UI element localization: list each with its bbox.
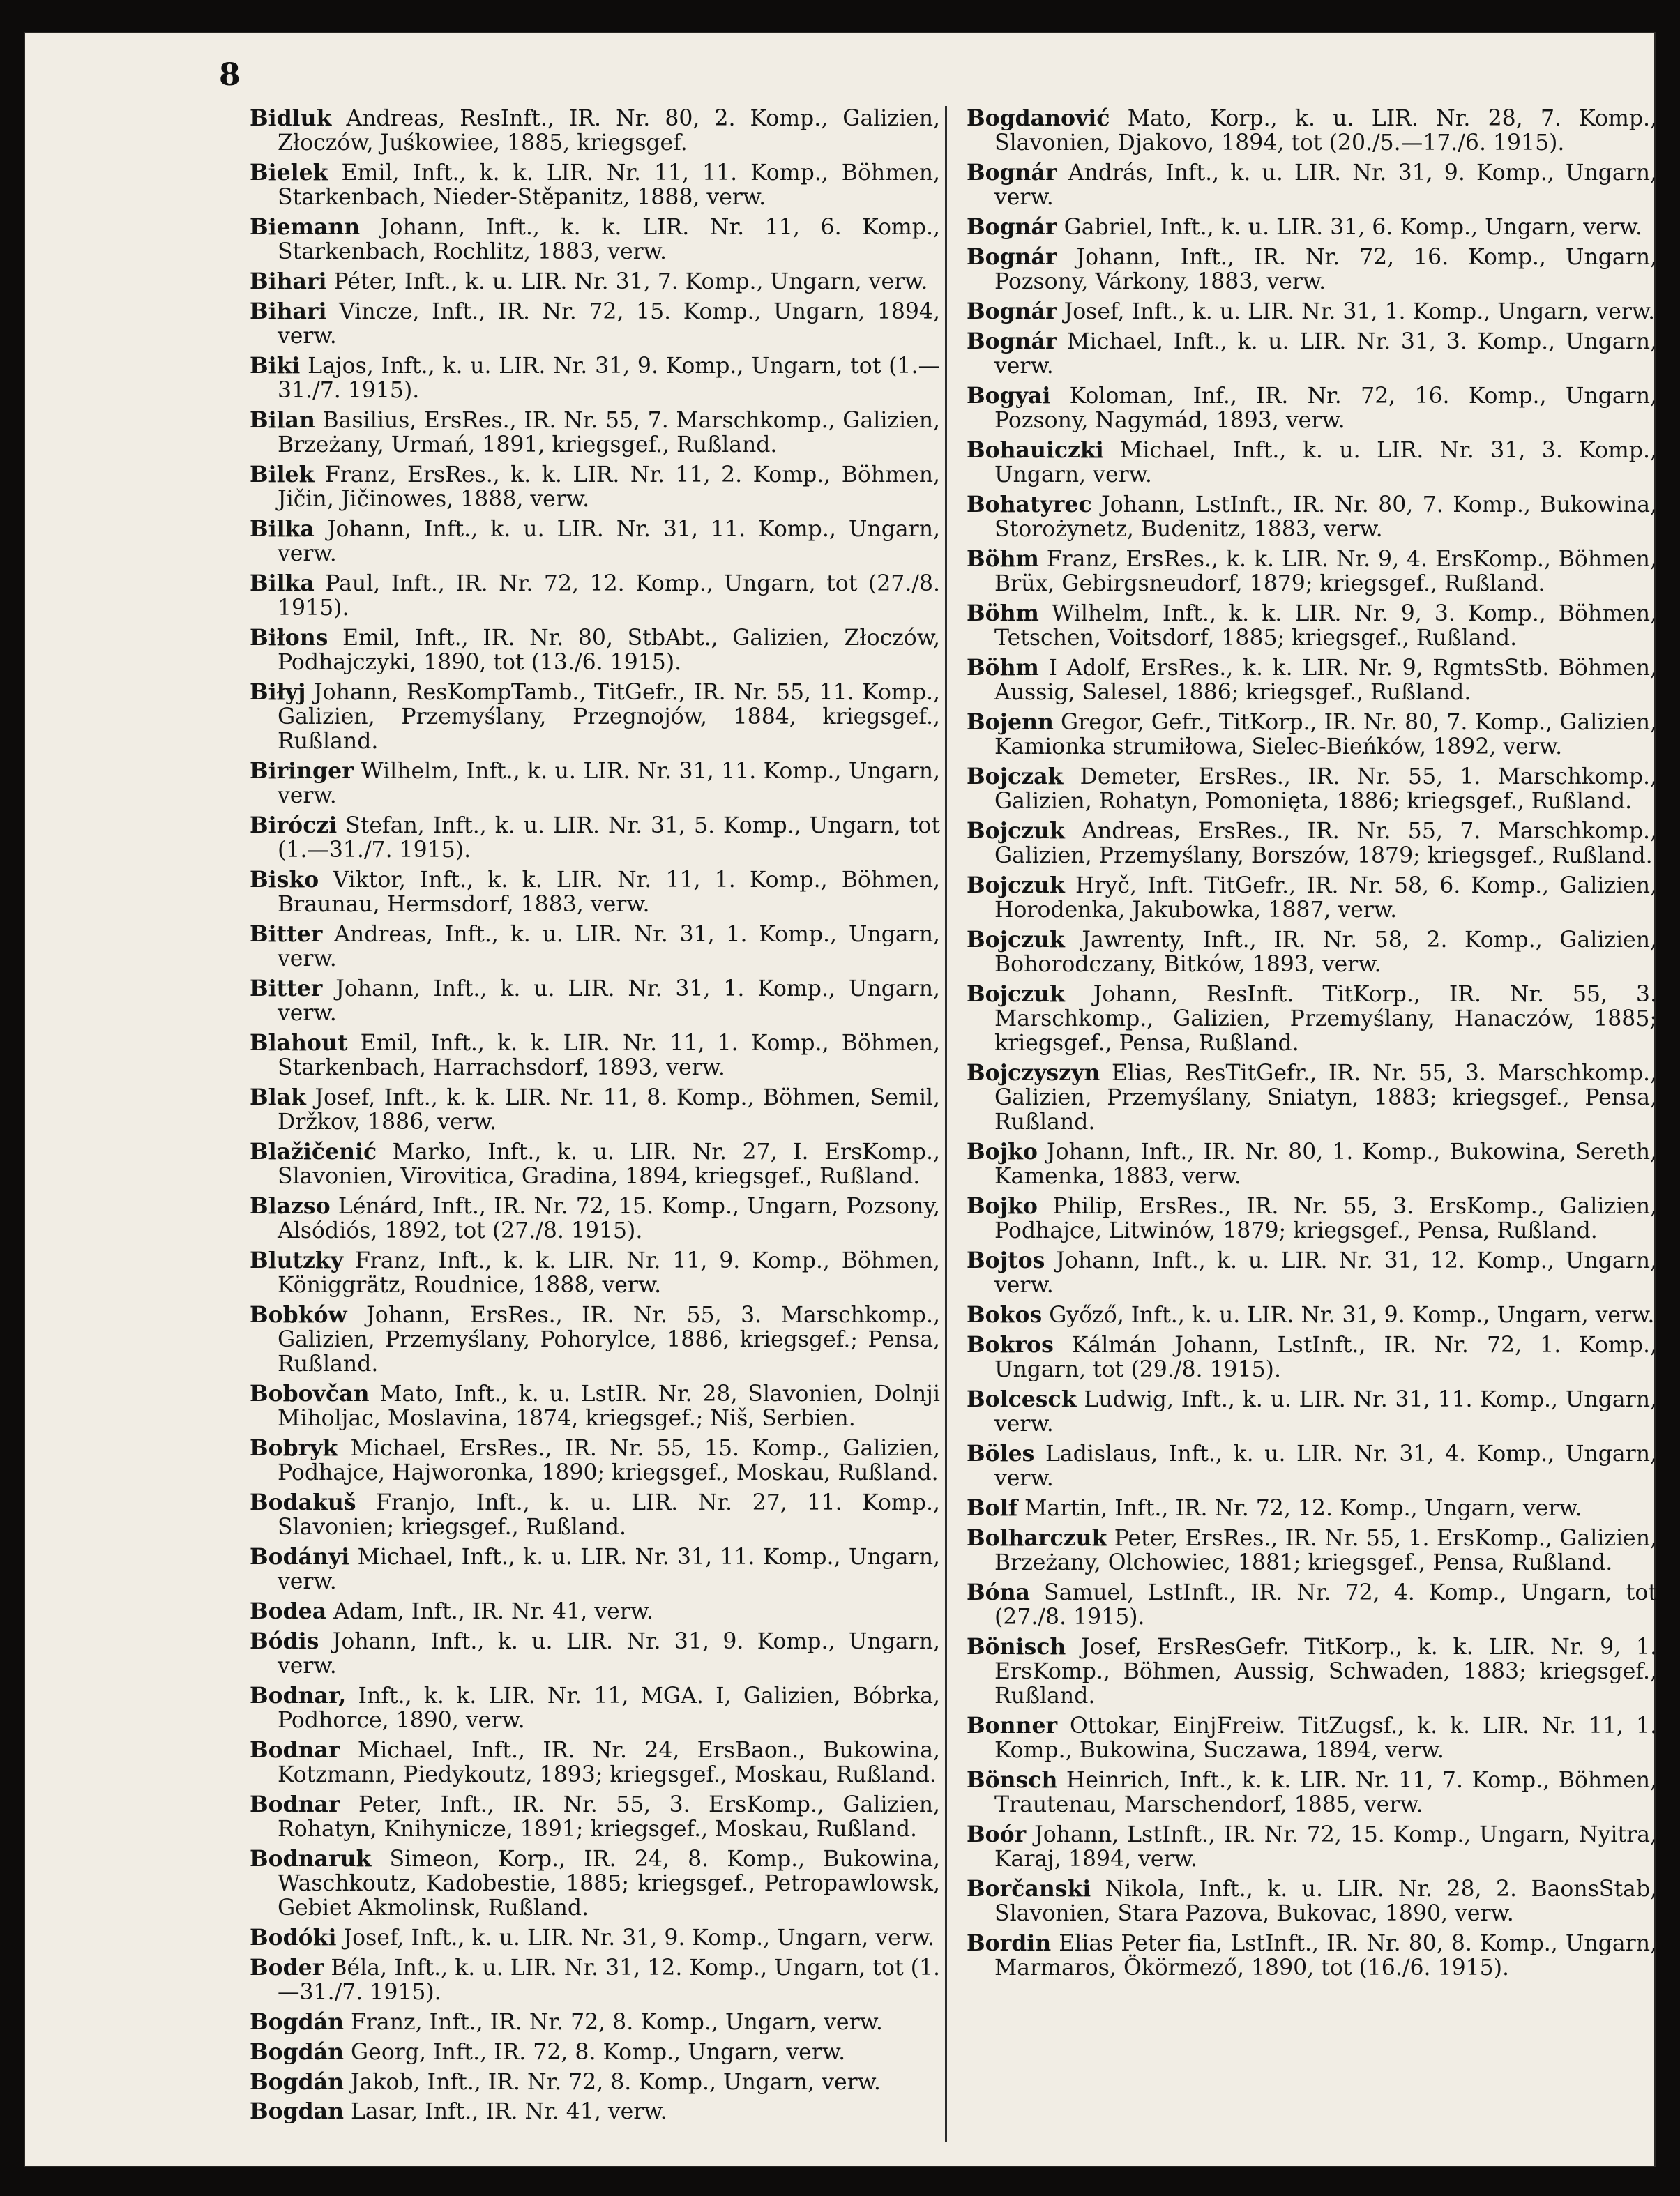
entry-details: Ladislaus, Inft., k. u. LIR. Nr. 31, 4. Komp., Ungarn, verw. xyxy=(994,1441,1657,1491)
left-column xyxy=(250,106,940,2129)
register-entry xyxy=(250,1381,940,1431)
entry-surname: Bogdán xyxy=(250,2009,344,2035)
entry-surname: Bogdanović xyxy=(967,105,1110,131)
entry-details: Emil, Inft., k. k. LIR. Nr. 11, 11. Komp., Böhmen, Starkenbach, Nieder-Stěpanitz, 1888, verw. xyxy=(278,160,941,211)
register-entry xyxy=(250,1925,940,1951)
entry-details: Gregor, Gefr., TitKorp., IR. Nr. 80, 7. Komp., Galizien, Kamionka strumiłowa, Sielec-Bieńków, 1892, verw. xyxy=(994,709,1657,759)
entry-surname: Bönisch xyxy=(967,1633,1066,1660)
register-entry xyxy=(250,299,940,349)
entry-surname: Bihari xyxy=(250,268,327,294)
register-entry xyxy=(250,1738,940,1787)
register-entry xyxy=(250,1303,940,1377)
entry-details: Emil, Inft., k. k. LIR. Nr. 11, 1. Komp., Böhmen, Starkenbach, Harrachsdorf, 1893, verw. xyxy=(278,1031,940,1081)
register-entry xyxy=(967,1061,1657,1135)
register-entry xyxy=(250,922,940,971)
register-entry xyxy=(967,299,1657,324)
entry-surname: Boder xyxy=(250,1955,324,1981)
entry-surname: Bodóki xyxy=(250,1925,337,1951)
entry-surname: Bodányi xyxy=(250,1544,350,1570)
entry-surname: Bóna xyxy=(967,1579,1030,1605)
register-entry xyxy=(250,1683,940,1733)
entry-details: Demeter, ErsRes., IR. Nr. 55, 1. Marschkomp., Galizien, Rohatyn, Pomonięta, 1886; kriegsgef., Rußland. xyxy=(994,764,1657,814)
register-entry xyxy=(250,1490,940,1540)
entry-surname: Bodakuš xyxy=(250,1490,356,1516)
entry-details: Adam, Inft., IR. Nr. 41, verw. xyxy=(333,1599,654,1625)
entry-details: Johann, Inft., IR. Nr. 80, 1. Komp., Bukowina, Sereth, Kamenka, 1883, verw. xyxy=(994,1139,1657,1190)
entry-surname: Bobryk xyxy=(250,1435,338,1462)
register-entry xyxy=(250,160,940,210)
register-entry xyxy=(250,269,940,294)
entry-surname: Bobków xyxy=(250,1302,347,1328)
register-entry xyxy=(967,1441,1657,1491)
entry-details: Michael, Inft., k. u. LIR. Nr. 31, 11. Komp., Ungarn, verw. xyxy=(278,1545,940,1595)
register-entry xyxy=(250,1847,940,1921)
entry-surname: Bisko xyxy=(250,867,319,893)
entry-details: I Adolf, ErsRes., k. k. LIR. Nr. 9, RgmtsStb. Böhmen, Aussig, Salesel, 1886; kriegsgef., Rußland. xyxy=(994,655,1657,705)
entry-surname: Bobovčan xyxy=(250,1381,370,1407)
entry-details: Johann, LstInft., IR. Nr. 72, 15. Komp., Ungarn, Nyitra, Karaj, 1894, verw. xyxy=(994,1822,1658,1872)
entry-surname: Bojko xyxy=(967,1139,1038,1165)
entry-details: Andreas, ResInft., IR. Nr. 80, 2. Komp., Galizien, Złoczów, Juśkowiee, 1885, kriegsgef. xyxy=(278,106,940,156)
entry-surname: Bilan xyxy=(250,407,315,433)
entry-details: Elias Peter fia, LstInft., IR. Nr. 80, 8. Komp., Ungarn, Marmaros, Ökörmező, 1890, tot (16./6. 1915). xyxy=(994,1930,1657,1981)
entry-details: Johann, LstInft., IR. Nr. 80, 7. Komp., Bukowina, Storożynetz, Budenitz, 1883, verw. xyxy=(994,492,1657,542)
entry-surname: Blahout xyxy=(250,1030,348,1056)
entry-surname: Bodea xyxy=(250,1598,327,1625)
entry-details: Heinrich, Inft., k. k. LIR. Nr. 11, 7. Komp., Böhmen, Trautenau, Marschendorf, 1885, verw. xyxy=(994,1767,1658,1817)
entry-surname: Bokos xyxy=(967,1302,1043,1328)
entry-details: Franjo, Inft., k. u. LIR. Nr. 27, 11. Komp., Slavonien; kriegsgef., Rußland. xyxy=(278,1490,940,1540)
entry-details: Győző, Inft., k. u. LIR. Nr. 31, 9. Komp., Ungarn, verw. xyxy=(1049,1303,1655,1328)
entry-details: Kálmán Johann, LstInft., IR. Nr. 72, 1. Komp., Ungarn, tot (29./8. 1915). xyxy=(994,1332,1657,1382)
entry-details: Wilhelm, Inft., k. u. LIR. Nr. 31, 11. Komp., Ungarn, verw. xyxy=(278,759,940,809)
entry-details: Nikola, Inft., k. u. LIR. Nr. 28, 2. BaonsStab, Slavonien, Stara Pazova, Bukovac, 1890, verw. xyxy=(994,1876,1657,1926)
register-entry xyxy=(250,1599,940,1624)
entry-details: Koloman, Inf., IR. Nr. 72, 16. Komp., Ungarn, Pozsony, Nagymád, 1893, verw. xyxy=(994,383,1657,433)
register-entry xyxy=(967,1496,1657,1521)
entry-surname: Bojczak xyxy=(967,763,1064,789)
register-entry xyxy=(250,1031,940,1080)
entry-surname: Biringer xyxy=(250,758,354,784)
entry-details: Andreas, ErsRes., IR. Nr. 55, 7. Marschkomp., Galizien, Przemyślany, Borszów, 1879; kriegsgef., Rußland. xyxy=(994,818,1658,868)
entry-surname: Bogdan xyxy=(250,2098,344,2125)
entry-surname: Bojczuk xyxy=(967,980,1065,1007)
register-entry xyxy=(250,976,940,1026)
register-entry xyxy=(250,2040,940,2065)
entry-details: Peter, Inft., IR. Nr. 55, 3. ErsKomp., Galizien, Rohatyn, Knihynicze, 1891; kriegsgef., Moskau, Rußland. xyxy=(278,1792,941,1842)
entry-details: Andreas, Inft., k. u. LIR. Nr. 31, 1. Komp., Ungarn, verw. xyxy=(278,922,940,972)
entry-surname: Bogdán xyxy=(250,2068,344,2095)
entry-surname: Bojko xyxy=(967,1193,1038,1219)
entry-surname: Bódis xyxy=(250,1628,319,1654)
entry-surname: Böles xyxy=(967,1440,1035,1467)
entry-surname: Böhm xyxy=(967,654,1039,681)
register-entry xyxy=(250,571,940,621)
entry-details: Johann, Inft., k. u. LIR. Nr. 31, 1. Komp., Ungarn, verw. xyxy=(278,976,940,1027)
entry-surname: Böhm xyxy=(967,545,1039,572)
register-entry xyxy=(967,106,1657,156)
entry-surname: Bojczuk xyxy=(967,817,1065,844)
entry-surname: Bitter xyxy=(250,976,323,1001)
entry-details: Hryč, Inft. TitGefr., IR. Nr. 58, 6. Komp., Galizien, Horodenka, Jakubowka, 1887, verw. xyxy=(994,872,1657,923)
entry-surname: Bodnaruk xyxy=(250,1846,372,1872)
register-entry xyxy=(250,354,940,403)
entry-surname: Bojczuk xyxy=(967,872,1065,898)
entry-surname: Bojczyszyn xyxy=(967,1059,1100,1086)
register-entry xyxy=(250,1436,940,1485)
entry-details: Johann, ErsRes., IR. Nr. 55, 3. Marschkomp., Galizien, Przemyślany, Pohorylce, 1886, kriegsgef.; Pensa, Rußland. xyxy=(278,1303,941,1377)
entry-details: Josef, ErsResGefr. TitKorp., k. k. LIR. Nr. 9, 1. ErsKomp., Böhmen, Aussig, Schwaden, 1883; kriegsgef., Rußland. xyxy=(994,1634,1657,1709)
entry-details: Gabriel, Inft., k. u. LIR. 31, 6. Komp., Ungarn, verw. xyxy=(1064,215,1642,240)
register-entry xyxy=(250,680,940,755)
entry-surname: Blak xyxy=(250,1084,306,1110)
register-entry xyxy=(967,1194,1657,1243)
register-entry xyxy=(250,1629,940,1679)
entry-details: Samuel, LstInft., IR. Nr. 72, 4. Komp., Ungarn, tot (27./8. 1915). xyxy=(994,1580,1657,1630)
entry-details: Georg, Inft., IR. 72, 8. Komp., Ungarn, verw. xyxy=(351,2039,846,2065)
entry-details: Jakob, Inft., IR. Nr. 72, 8. Komp., Ungarn, verw. xyxy=(351,2069,881,2095)
entry-surname: Biki xyxy=(250,352,301,379)
entry-surname: Bielek xyxy=(250,160,328,185)
entry-surname: Blutzky xyxy=(250,1248,344,1273)
entry-details: Franz, ErsRes., k. k. LIR. Nr. 11, 2. Komp., Böhmen, Jičin, Jičinowes, 1888, verw. xyxy=(278,462,940,512)
entry-details: Stefan, Inft., k. u. LIR. Nr. 31, 5. Komp., Ungarn, tot (1.—31./7. 1915). xyxy=(278,813,940,863)
entry-surname: Bojtos xyxy=(967,1248,1045,1273)
entry-details: Ludwig, Inft., k. u. LIR. Nr. 31, 11. Komp., Ungarn, verw. xyxy=(994,1386,1657,1437)
entry-surname: Blažičenić xyxy=(250,1139,377,1165)
entry-details: Lasar, Inft., IR. Nr. 41, verw. xyxy=(351,2099,667,2125)
entry-details: Franz, ErsRes., k. k. LIR. Nr. 9, 4. ErsKomp., Böhmen, Brüx, Gebirgsneudorf, 1879; kriegsgef., Rußland. xyxy=(994,546,1657,596)
register-entry xyxy=(250,2010,940,2035)
entry-details: Simeon, Korp., IR. 24, 8. Komp., Bukowina, Waschkoutz, Kadobestie, 1885; kriegsgef., Petropawlowsk, Gebiet Akmolinsk, Rußland. xyxy=(278,1847,940,1921)
register-entry xyxy=(250,2070,940,2095)
entry-surname: Blazso xyxy=(250,1193,331,1219)
entry-surname: Bolharczuk xyxy=(967,1524,1107,1551)
register-entry xyxy=(250,626,940,675)
register-entry xyxy=(967,215,1657,240)
register-entry xyxy=(967,1303,1657,1328)
register-entry xyxy=(967,982,1657,1057)
register-entry xyxy=(250,1194,940,1243)
entry-surname: Bognár xyxy=(967,243,1057,270)
entry-surname: Bilka xyxy=(250,570,315,596)
register-entry xyxy=(967,1333,1657,1382)
register-entry xyxy=(967,329,1657,379)
entry-surname: Bognár xyxy=(967,214,1057,240)
register-entry xyxy=(250,1792,940,1842)
register-entry xyxy=(967,1768,1657,1817)
register-entry xyxy=(250,1085,940,1135)
entry-surname: Bihari xyxy=(250,298,327,324)
register-entry xyxy=(250,2099,940,2124)
entry-details: Viktor, Inft., k. k. LIR. Nr. 11, 1. Komp., Böhmen, Braunau, Hermsdorf, 1883, verw. xyxy=(278,868,940,918)
register-entry xyxy=(250,215,940,264)
entry-details: Josef, Inft., k. u. LIR. Nr. 31, 9. Komp., Ungarn, verw. xyxy=(343,1925,935,1951)
register-entry xyxy=(967,547,1657,596)
entry-details: Béla, Inft., k. u. LIR. Nr. 31, 12. Komp., Ungarn, tot (1.—31./7. 1915). xyxy=(278,1955,941,2006)
entry-surname: Biróczi xyxy=(250,812,338,838)
register-entry xyxy=(967,1580,1657,1630)
entry-details: Johann, Inft., k. k. LIR. Nr. 11, 6. Komp., Starkenbach, Rochlitz, 1883, verw. xyxy=(278,215,940,265)
register-entry xyxy=(967,1635,1657,1709)
entry-surname: Bodnar xyxy=(250,1792,340,1817)
register-entry xyxy=(967,438,1657,487)
register-entry xyxy=(967,1248,1657,1298)
register-entry xyxy=(250,1545,940,1594)
right-column xyxy=(967,106,1657,1985)
entry-surname: Bilek xyxy=(250,461,315,487)
entry-details: Lénárd, Inft., IR. Nr. 72, 15. Komp., Ungarn, Pozsony, Alsódiós, 1892, tot (27./8. 1915). xyxy=(278,1194,940,1244)
entry-details: Inft., k. k. LIR. Nr. 11, MGA. I, Galizien, Bóbrka, Podhorce, 1890, verw. xyxy=(278,1683,940,1734)
entry-surname: Bilka xyxy=(250,515,315,542)
entry-details: Michael, ErsRes., IR. Nr. 55, 15. Komp., Galizien, Podhajce, Hajworonka, 1890; kriegsgef., Moskau, Rußland. xyxy=(278,1436,940,1486)
entry-surname: Bognár xyxy=(967,298,1057,324)
register-entry xyxy=(967,1931,1657,1981)
entry-details: Philip, ErsRes., IR. Nr. 55, 3. ErsKomp., Galizien, Podhajce, Litwinów, 1879; kriegsgef., Pensa, Rußland. xyxy=(994,1194,1657,1244)
register-entry xyxy=(967,927,1657,977)
register-entry xyxy=(967,1387,1657,1437)
entry-surname: Bohatyrec xyxy=(967,491,1092,517)
entry-details: Mato, Korp., k. u. LIR. Nr. 28, 7. Komp., Slavonien, Djakovo, 1894, tot (20./5.—17./6. 1915). xyxy=(994,106,1658,156)
entry-details: Mato, Inft., k. u. LstIR. Nr. 28, Slavonien, Dolnji Miholjac, Moslavina, 1874, kriegsgef.; Niš, Serbien. xyxy=(278,1381,940,1432)
register-entry xyxy=(250,1248,940,1298)
register-entry xyxy=(967,384,1657,433)
entry-details: Peter, ErsRes., IR. Nr. 55, 1. ErsKomp., Galizien, Brzeżany, Olchowiec, 1881; kriegsgef., Pensa, Rußland. xyxy=(994,1525,1657,1575)
entry-details: Paul, Inft., IR. Nr. 72, 12. Komp., Ungarn, tot (27./8. 1915). xyxy=(278,570,941,621)
entry-surname: Biłyj xyxy=(250,679,306,705)
entry-surname: Bönsch xyxy=(967,1766,1058,1793)
entry-surname: Bojenn xyxy=(967,709,1054,735)
entry-surname: Bolcesck xyxy=(967,1386,1077,1412)
entry-details: Marko, Inft., k. u. LIR. Nr. 27, I. ErsKomp., Slavonien, Virovitica, Gradina, 1894, kriegsgef., Rußland. xyxy=(278,1139,940,1190)
register-entry xyxy=(967,1139,1657,1189)
entry-surname: Boór xyxy=(967,1821,1027,1847)
register-entry xyxy=(967,601,1657,651)
entry-details: Jawrenty, Inft., IR. Nr. 58, 2. Komp., Galizien, Bohorodczany, Bitków, 1893, verw. xyxy=(994,927,1658,977)
entry-details: Josef, Inft., k. k. LIR. Nr. 11, 8. Komp., Böhmen, Semil, Držkov, 1886, verw. xyxy=(278,1085,940,1135)
entry-details: Johann, Inft., k. u. LIR. Nr. 31, 12. Komp., Ungarn, verw. xyxy=(994,1248,1657,1298)
entry-surname: Bognár xyxy=(967,160,1057,185)
register-entry xyxy=(967,710,1657,759)
entry-surname: Bodnar xyxy=(250,1737,340,1763)
entry-details: Michael, Inft., k. u. LIR. Nr. 31, 3. Komp., Ungarn, verw. xyxy=(994,437,1657,487)
entry-details: Josef, Inft., k. u. LIR. Nr. 31, 1. Komp., Ungarn, verw. xyxy=(1064,298,1656,324)
entry-details: Johann, ResKompTamb., TitGefr., IR. Nr. 55, 11. Komp., Galizien, Przemyślany, Przegnojów, 1884, kriegsgef., Rußland. xyxy=(278,679,941,755)
register-entry xyxy=(967,819,1657,868)
entry-surname: Bognár xyxy=(967,328,1057,354)
entry-surname: Biłons xyxy=(250,624,328,651)
register-entry xyxy=(250,813,940,863)
register-entry xyxy=(250,106,940,156)
page-number: 8 xyxy=(219,57,241,93)
entry-surname: Borčanski xyxy=(967,1875,1091,1902)
entry-details: Vincze, Inft., IR. Nr. 72, 15. Komp., Ungarn, 1894, verw. xyxy=(278,298,940,349)
register-entry xyxy=(250,517,940,566)
entry-details: Johann, ResInft. TitKorp., IR. Nr. 55, 3. Marschkomp., Galizien, Przemyślany, Hanaczów, 1885; kriegsgef., Pensa, Rußland. xyxy=(994,981,1657,1056)
entry-details: Johann, Inft., IR. Nr. 72, 16. Komp., Ungarn, Pozsony, Várkony, 1883, verw. xyxy=(994,244,1658,294)
register-entry xyxy=(967,873,1657,923)
register-entry xyxy=(250,868,940,917)
register-entry xyxy=(967,492,1657,542)
entry-surname: Biemann xyxy=(250,214,361,240)
entry-details: Ottokar, EinjFreiw. TitZugsf., k. k. LIR. Nr. 11, 1. Komp., Bukowina, Suczawa, 1894, verw. xyxy=(994,1713,1658,1763)
register-entry xyxy=(967,764,1657,814)
entry-surname: Bolf xyxy=(967,1494,1018,1521)
register-entry xyxy=(967,1713,1657,1763)
register-entry xyxy=(967,245,1657,294)
register-entry xyxy=(250,1955,940,2005)
register-entry xyxy=(250,462,940,512)
register-entry xyxy=(967,1877,1657,1926)
entry-details: Michael, Inft., k. u. LIR. Nr. 31, 3. Komp., Ungarn, verw. xyxy=(994,328,1658,379)
entry-details: Basilius, ErsRes., IR. Nr. 55, 7. Marschkomp., Galizien, Brzeżany, Urmań, 1891, kriegsgef., Rußland. xyxy=(278,407,941,457)
register-entry xyxy=(967,1822,1657,1872)
entry-details: Johann, Inft., k. u. LIR. Nr. 31, 9. Komp., Ungarn, verw. xyxy=(278,1629,941,1679)
entry-details: Franz, Inft., IR. Nr. 72, 8. Komp., Ungarn, verw. xyxy=(351,2010,883,2035)
register-entry xyxy=(967,1526,1657,1575)
entry-details: Wilhelm, Inft., k. k. LIR. Nr. 9, 3. Komp., Böhmen, Tetschen, Voitsdorf, 1885; kriegsgef., Rußland. xyxy=(994,600,1658,651)
column-divider xyxy=(945,106,947,2142)
entry-details: Franz, Inft., k. k. LIR. Nr. 11, 9. Komp., Böhmen, Königgrätz, Roudnice, 1888, verw. xyxy=(278,1248,940,1298)
register-entry xyxy=(250,759,940,808)
entry-surname: Bohauiczki xyxy=(967,437,1104,463)
entry-details: Martin, Inft., IR. Nr. 72, 12. Komp., Ungarn, verw. xyxy=(1024,1495,1582,1521)
register-entry xyxy=(250,408,940,457)
entry-surname: Bodnar, xyxy=(250,1683,347,1709)
entry-details: Péter, Inft., k. u. LIR. Nr. 31, 7. Komp., Ungarn, verw. xyxy=(333,269,928,294)
entry-surname: Bogyai xyxy=(967,382,1051,409)
entry-surname: Bidluk xyxy=(250,105,332,131)
entry-details: Elias, ResTitGefr., IR. Nr. 55, 3. Marschkomp., Galizien, Przemyślany, Sniatyn, 1883; kriegsgef., Pensa, Rußland. xyxy=(994,1060,1658,1135)
entry-surname: Böhm xyxy=(967,600,1039,626)
entry-surname: Bogdán xyxy=(250,2038,344,2065)
entry-surname: Bojczuk xyxy=(967,926,1065,953)
entry-details: Michael, Inft., IR. Nr. 24, ErsBaon., Bukowina, Kotzmann, Piedykoutz, 1893; kriegsgef., Moskau, Rußland. xyxy=(278,1738,941,1788)
register-entry xyxy=(967,160,1657,210)
entry-surname: Bonner xyxy=(967,1712,1058,1739)
entry-surname: Bitter xyxy=(250,921,323,947)
register-entry xyxy=(967,656,1657,705)
entry-surname: Bokros xyxy=(967,1331,1054,1358)
entry-details: Lajos, Inft., k. u. LIR. Nr. 31, 9. Komp., Ungarn, tot (1.—31./7. 1915). xyxy=(278,353,940,403)
entry-details: Emil, Inft., IR. Nr. 80, StbAbt., Galizien, Złoczów, Podhajczyki, 1890, tot (13./6. 1915). xyxy=(278,625,941,675)
entry-details: Johann, Inft., k. u. LIR. Nr. 31, 11. Komp., Ungarn, verw. xyxy=(278,516,940,566)
entry-details: András, Inft., k. u. LIR. Nr. 31, 9. Komp., Ungarn, verw. xyxy=(994,160,1657,211)
register-entry xyxy=(250,1139,940,1189)
entry-surname: Bordin xyxy=(967,1930,1052,1956)
